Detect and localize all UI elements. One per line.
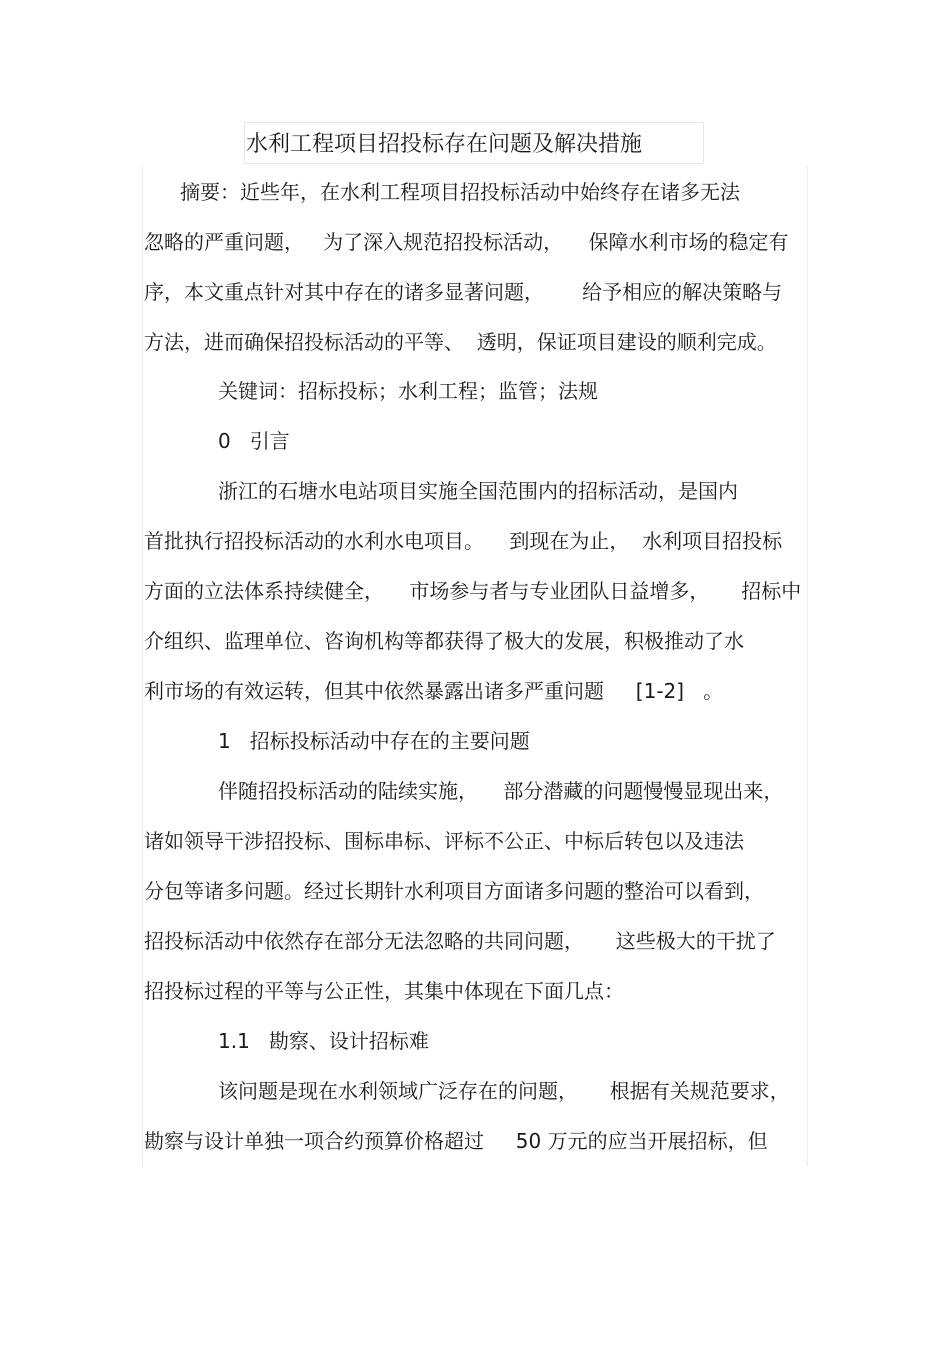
text-line: 利市场的有效运转，但其中依然暴露出诸多严重问题 [1-2] 。 — [144, 679, 724, 703]
document-title: 水利工程项目招投标存在问题及解决措施 — [246, 132, 643, 157]
text-line: 招投标活动中依然存在部分无法忽略的共同问题， 这些极大的干扰了 — [144, 929, 776, 953]
subsection-heading: 1.1 勘察、设计招标难 — [218, 1029, 429, 1053]
keywords-line: 关键词：招标投标；水利工程；监管；法规 — [218, 379, 598, 403]
text-line: 介组织、监理单位、咨询机构等都获得了极大的发展，积极推动了水 — [144, 629, 744, 653]
text-line: 方法，进而确保招投标活动的平等、 透明，保证项目建设的顺利完成。 — [144, 330, 777, 354]
text-line: 序，本文重点针对其中存在的诸多显著问题， 给予相应的解决策略与 — [144, 280, 783, 304]
text-line: 招投标过程的平等与公正性，其集中体现在下面几点： — [144, 979, 624, 1003]
text-line: 浙江的石塘水电站项目实施全国范围内的招标活动，是国内 — [218, 479, 738, 503]
text-line: 首批执行招投标活动的水利水电项目。 到现在为止， 水利项目招投标 — [144, 529, 783, 553]
section-heading: 0 引言 — [218, 429, 290, 453]
text-line: 忽略的严重问题， 为了深入规范招投标活动， 保障水利市场的稳定有 — [144, 230, 789, 254]
text-line: 诸如领导干涉招投标、围标串标、评标不公正、中标后转包以及违法 — [144, 829, 744, 853]
text-line: 勘察与设计单独一项合约预算价格超过 50 万元的应当开展招标，但 — [144, 1129, 768, 1153]
body-frame — [142, 166, 808, 1166]
section-heading: 1 招标投标活动中存在的主要问题 — [218, 729, 530, 753]
text-line: 摘要：近些年，在水利工程项目招投标活动中始终存在诸多无法 — [180, 180, 740, 204]
text-line: 方面的立法体系持续健全， 市场参与者与专业团队日益增多， 招标中 — [144, 579, 802, 603]
text-line: 伴随招投标活动的陆续实施， 部分潜藏的问题慢慢显现出来， — [218, 779, 784, 803]
text-line: 该问题是现在水利领域广泛存在的问题， 根据有关规范要求， — [218, 1079, 790, 1103]
text-line: 分包等诸多问题。经过长期针水利项目方面诸多问题的整治可以看到， — [144, 879, 764, 903]
